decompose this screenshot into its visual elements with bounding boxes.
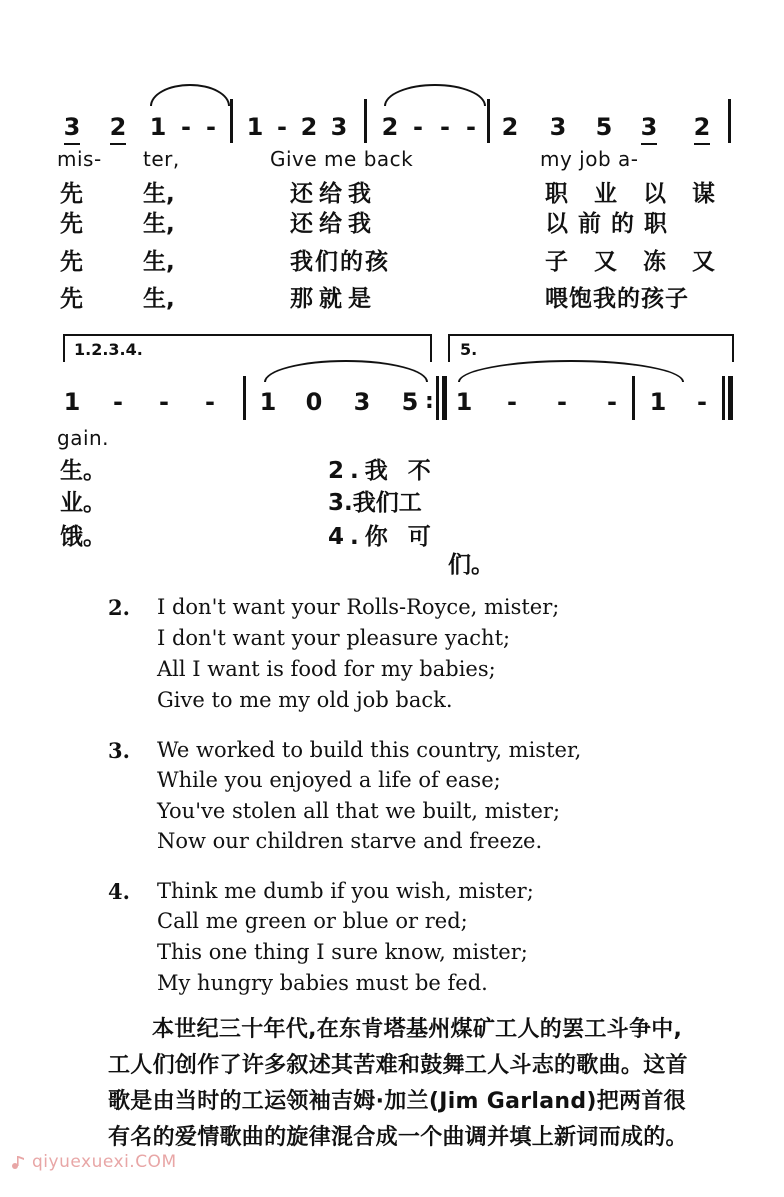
- note: -: [113, 388, 123, 416]
- note: -: [277, 113, 287, 141]
- note: 2: [501, 113, 519, 141]
- note: -: [466, 113, 476, 141]
- slur: [458, 360, 684, 382]
- note: -: [507, 388, 517, 416]
- note: -: [440, 113, 450, 141]
- bar-line: [728, 99, 731, 143]
- note: -: [159, 388, 169, 416]
- note: 5: [401, 388, 419, 416]
- lyric-zh: 职业以谋: [545, 181, 741, 207]
- lyric-en: Give me back: [270, 147, 414, 171]
- verse-line: While you enjoyed a life of ease;: [157, 768, 501, 792]
- lyric-zh: 生,: [143, 211, 175, 237]
- slur: [384, 84, 486, 106]
- note: 2: [690, 113, 714, 141]
- verse-line: Give to me my old job back.: [157, 688, 453, 712]
- bar-line: [230, 99, 233, 143]
- lyric-zh: 4.你 可: [328, 524, 437, 550]
- note: 1: [246, 113, 264, 141]
- note: 1: [649, 388, 667, 416]
- note: 1: [149, 113, 167, 141]
- volta-bracket-2: [448, 334, 734, 362]
- bar-line: [632, 376, 635, 420]
- note: 3: [637, 113, 661, 141]
- verse-line: Think me dumb if you wish, mister;: [157, 879, 534, 903]
- note: 0: [305, 388, 323, 416]
- verse-line: Now our children starve and freeze.: [157, 829, 543, 853]
- lyric-zh: 先: [60, 181, 83, 207]
- lyric-zh: 业。: [60, 490, 106, 516]
- bar-line: [722, 376, 725, 420]
- lyric-zh: 先: [60, 211, 83, 237]
- note: 2: [300, 113, 318, 141]
- verse-number: 3.: [108, 738, 130, 763]
- note: -: [413, 113, 423, 141]
- lyric-zh: 我们的孩: [290, 249, 390, 275]
- note: 1: [63, 388, 81, 416]
- bar-line: [728, 376, 733, 420]
- music-note-icon: [10, 1154, 26, 1170]
- lyric-zh: 先: [60, 249, 83, 275]
- lyric-zh: 子又冻又: [545, 249, 741, 275]
- lyric-en: my job a-: [540, 147, 639, 171]
- note: -: [607, 388, 617, 416]
- verse-line: You've stolen all that we built, mister;: [157, 799, 561, 823]
- note: 3: [353, 388, 371, 416]
- note: -: [206, 113, 216, 141]
- bar-line: [487, 99, 490, 143]
- verse-number: 4.: [108, 879, 130, 904]
- lyric-zh: 生。: [60, 458, 106, 484]
- lyric-zh: 2.我 不: [328, 458, 437, 484]
- verse-line: This one thing I sure know, mister;: [157, 940, 528, 964]
- note: 2: [381, 113, 399, 141]
- lyric-en: gain.: [57, 426, 110, 450]
- note: -: [557, 388, 567, 416]
- note: -: [697, 388, 707, 416]
- note: 3: [60, 113, 84, 141]
- verse-line: Call me green or blue or red;: [157, 909, 468, 933]
- bar-line: [442, 376, 447, 420]
- note: -: [205, 388, 215, 416]
- verse-number: 2.: [108, 595, 130, 620]
- verse-line: All I want is food for my babies;: [157, 657, 496, 681]
- lyric-zh: 还给我: [290, 181, 377, 207]
- volta-label-2: 5.: [460, 340, 478, 359]
- lyric-zh: 还给我: [290, 211, 377, 237]
- lyric-zh: 喂饱我的孩子: [545, 286, 689, 312]
- note: 1: [259, 388, 277, 416]
- paragraph-line: 本世纪三十年代,在东肯塔基州煤矿工人的罢工斗争中,: [152, 1017, 683, 1042]
- lyric-zh: 饿。: [60, 524, 106, 550]
- paragraph-line: 有名的爱情歌曲的旋律混合成一个曲调并填上新词而成的。: [108, 1125, 688, 1150]
- lyric-zh: 生,: [143, 286, 175, 312]
- bar-line: [364, 99, 367, 143]
- note: 2: [106, 113, 130, 141]
- lyric-zh: 以前的职: [545, 211, 677, 237]
- note: 5: [595, 113, 613, 141]
- bar-line: [243, 376, 246, 420]
- note: 1: [455, 388, 473, 416]
- bar-line: [436, 376, 439, 420]
- note: 3: [330, 113, 348, 141]
- watermark: [10, 1152, 177, 1172]
- lyric-zh: 那就是: [290, 286, 377, 312]
- lyric-zh: 们。: [448, 552, 494, 578]
- slur: [150, 84, 230, 106]
- lyric-en: mis-: [57, 147, 102, 171]
- verse-line: My hungry babies must be fed.: [157, 971, 488, 995]
- verse-line: I don't want your pleasure yacht;: [157, 626, 511, 650]
- lyric-zh: 生,: [143, 249, 175, 275]
- watermark-text: qiyuexuexi.COM: [32, 1152, 177, 1172]
- verse-line: We worked to build this country, mister,: [157, 738, 582, 762]
- paragraph-line: 歌是由当时的工运领袖吉姆·加兰(Jim Garland)把两首很: [108, 1089, 686, 1114]
- lyric-zh: 先: [60, 286, 83, 312]
- lyric-zh: 3.我们工: [328, 490, 422, 516]
- lyric-zh: 生,: [143, 181, 175, 207]
- volta-label-1: 1.2.3.4.: [74, 340, 143, 359]
- verse-line: I don't want your Rolls-Royce, mister;: [157, 595, 560, 619]
- note: -: [181, 113, 191, 141]
- note: 3: [549, 113, 567, 141]
- lyric-en: ter,: [143, 147, 180, 171]
- paragraph-line: 工人们创作了许多叙述其苦难和鼓舞工人斗志的歌曲。这首: [108, 1053, 688, 1078]
- repeat-dots: :: [425, 389, 434, 414]
- slur: [264, 360, 428, 382]
